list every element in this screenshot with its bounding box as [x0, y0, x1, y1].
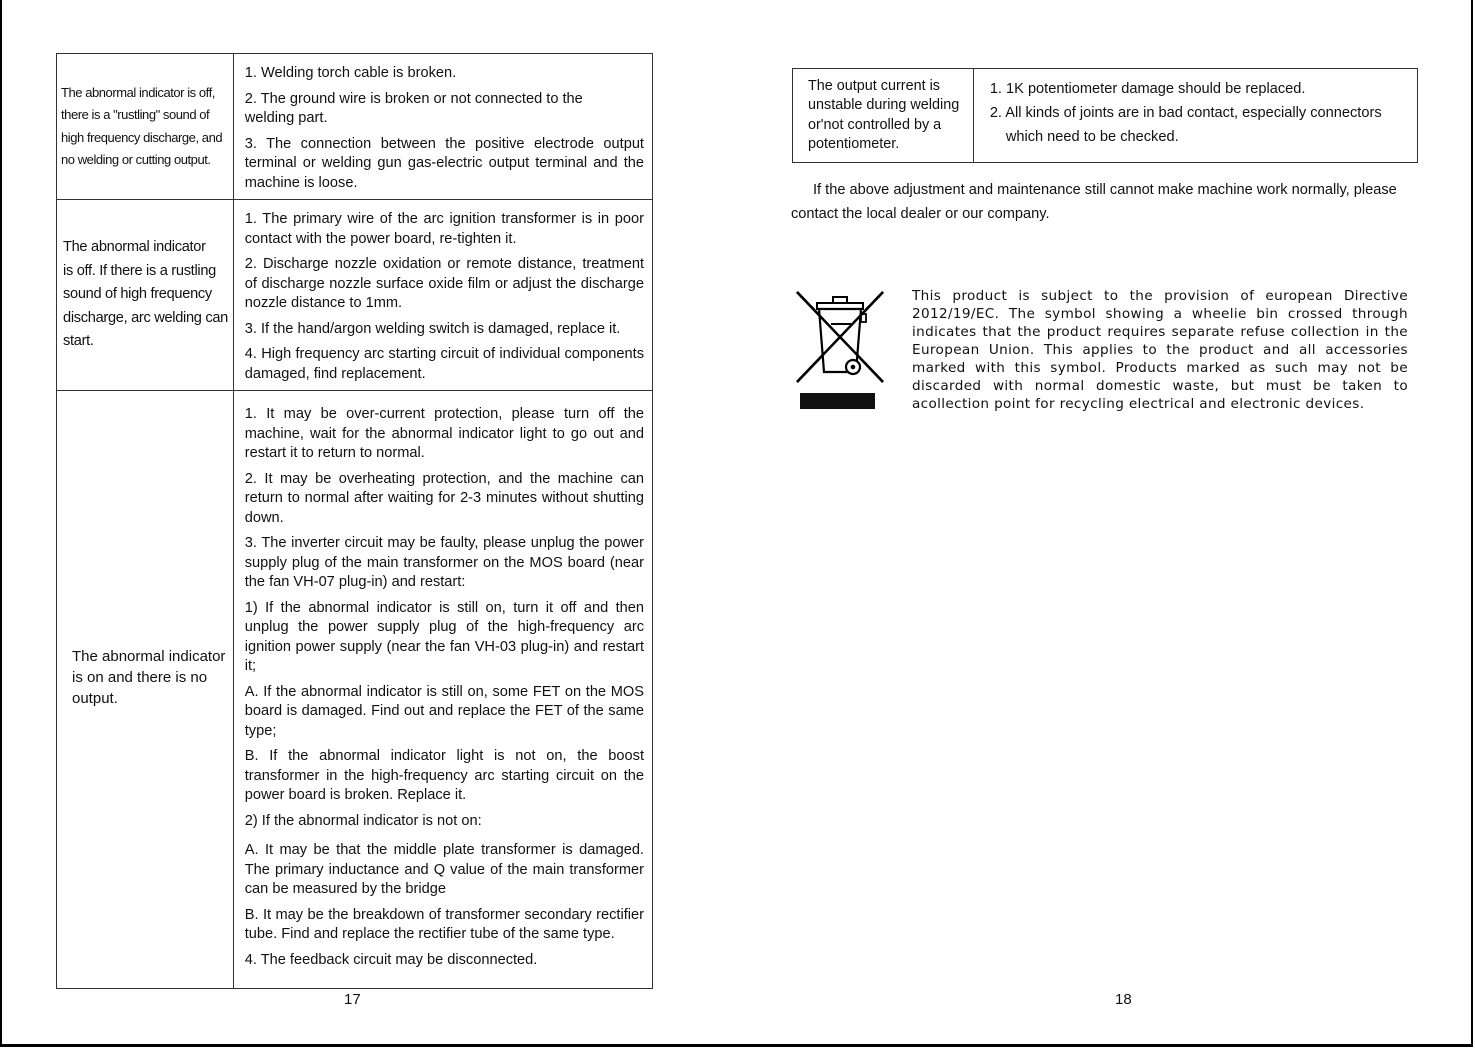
solution-item: B. It may be the breakdown of transformer secondary rectifier tube. Find and replace the rectifier tube of the same type. [244, 906, 644, 942]
solution-item: 2. Discharge nozzle oxidation or remote distance, treatment of discharge nozzle surface oxide film or adjust the discharge nozzle distance to 1mm. [244, 256, 644, 311]
solution-item: 1. 1K potentiometer damage should be replaced. [989, 81, 1306, 97]
table-row [57, 54, 653, 200]
service-note: If the above adjustment and maintenance still cannot make machine work normally, please contact the local dealer or our company. [791, 182, 1397, 222]
solution-item: 3. If the hand/argon welding switch is damaged, replace it. [244, 320, 621, 337]
solution-item: which need to be checked. [1005, 129, 1179, 145]
troubleshooting-table [792, 68, 1418, 163]
table-row [57, 391, 653, 989]
symptom-cell [57, 54, 234, 200]
solution-item: 3. The connection between the positive electrode output terminal or welding gun gas-electric output terminal and the machine is loose. [244, 135, 644, 191]
solution-cell [233, 54, 652, 200]
symptom-cell [793, 69, 974, 163]
solution-list [245, 405, 644, 970]
solution-list [245, 210, 644, 384]
page-18 [737, 0, 1475, 1050]
page-number: 18 [1115, 991, 1132, 1008]
solution-item: 2. The ground wire is broken or not connected to the welding part. [244, 90, 583, 126]
page-17 [0, 0, 737, 1050]
symptom-cell [57, 391, 234, 989]
crossed-out-wheelie-bin-icon [795, 290, 885, 412]
solution-item: 3. The inverter circuit may be faulty, please unplug the power supply plug of the main transformer on the MOS board (near the fan VH-07 plug-in) and restart: [244, 535, 644, 590]
table-row [793, 69, 1418, 163]
solution-item: 1. Welding torch cable is broken. [244, 65, 457, 81]
solution-item: A. If the abnormal indicator is still on, some FET on the MOS board is damaged. Find out and replace the FET of the same type; [244, 683, 644, 739]
symptom-text: The output current is unstable during welding or'not controlled by a potentiometer. [808, 77, 960, 152]
solution-list [990, 77, 1409, 149]
weee-directive-text: This product is subject to the provision of european Directive 2012/19/EC. The symbol showing a wheelie bin crossed through indicates that the product requires separate refuse collection in the European Union. This applies to the product and all accessories marked with this symbol. Products marked as such may not be discarded with normal domestic waste, but must be taken to acollection point for recycling electrical and electronic devices. [912, 288, 1408, 412]
solution-cell [233, 391, 652, 989]
solution-cell [233, 200, 652, 391]
solution-item: 1. The primary wire of the arc ignition transformer is in poor contact with the power board, re-tighten it. [244, 211, 644, 247]
solution-item: 4. The feedback circuit may be disconnected. [244, 951, 538, 968]
symptom-text: The abnormal indicator is on and there is no output. [72, 648, 226, 707]
solution-item: 2. It may be overheating protection, and the machine can return to normal after waiting for 2-3 minutes without shutting down. [244, 470, 644, 526]
solution-item: B. If the abnormal indicator light is not on, the boost transformer in the high-frequency arc starting circuit on the power board is broken. Replace it. [244, 748, 644, 803]
troubleshooting-table [56, 53, 653, 989]
solution-item: 4. High frequency arc starting circuit of individual components damaged, find replacement. [244, 346, 644, 382]
solution-item: 2. All kinds of joints are in bad contact, especially connectors [989, 105, 1382, 121]
solution-item: 1) If the abnormal indicator is still on, turn it off and then unplug the power supply plug of the high-frequency arc ignition power supply (near the fan VH-03 plug-in) and restart it; [244, 599, 644, 674]
page-number: 17 [344, 991, 361, 1008]
symptom-text: The abnormal indicator is off, there is a "rustling" sound of high frequency discharge, and no welding or cutting output. [61, 84, 223, 167]
solution-item: A. It may be that the middle plate transformer is damaged. The primary inductance and Q value of the main transformer can be measured by the bridge [244, 842, 644, 897]
table-row [57, 200, 653, 391]
solution-item: 1. It may be over-current protection, please turn off the machine, wait for the abnormal indicator light to go out and restart it to return to normal. [244, 406, 644, 461]
solution-item: 2) If the abnormal indicator is not on: [244, 812, 482, 829]
symptom-cell [57, 200, 234, 391]
solution-cell [973, 69, 1417, 163]
symptom-text: The abnormal indicator is off. If there is a rustling sound of high frequency discharge, arc welding can start. [63, 239, 228, 350]
solution-list [245, 64, 644, 193]
